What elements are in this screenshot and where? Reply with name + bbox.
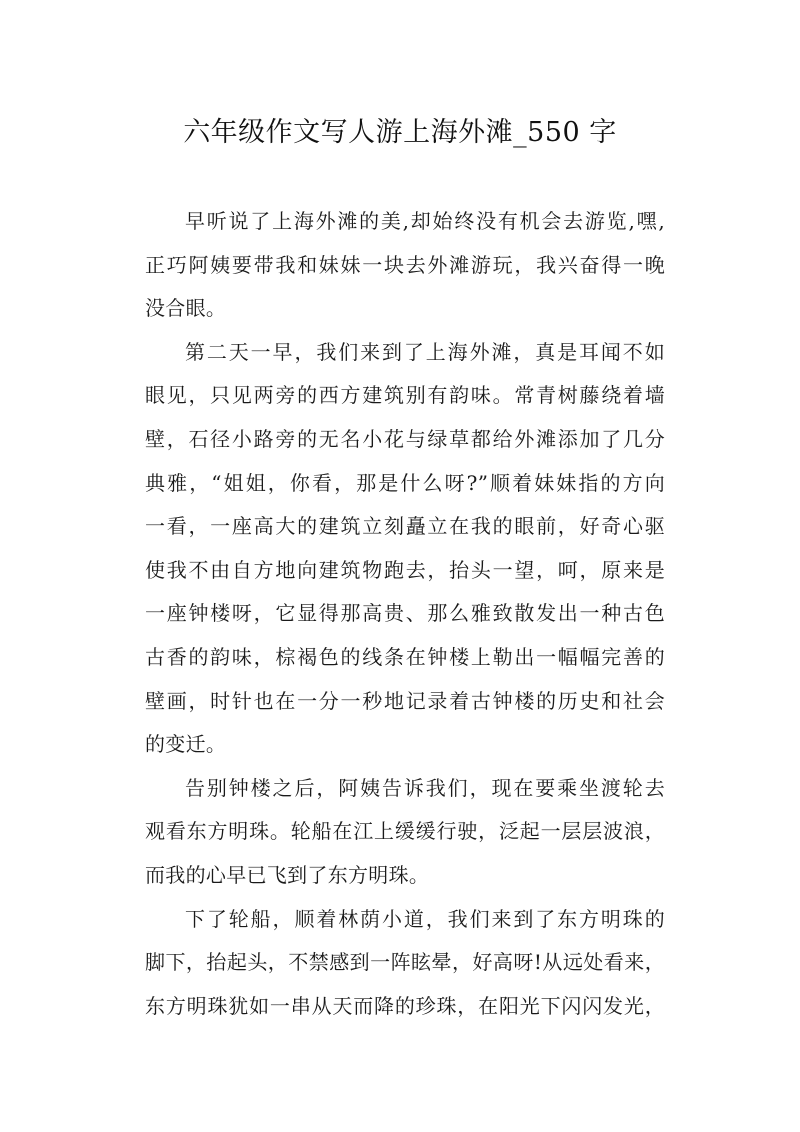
paragraph-2-line-6: 使我不由自方地向建筑物跑去，抬头一望，呵，原来是 bbox=[145, 557, 665, 582]
paragraph-2-line-3: 壁，石径小路旁的无名小花与绿草都给外滩添加了几分 bbox=[145, 426, 665, 451]
paragraph-2-line-4: 典雅，“姐姐，你看，那是什么呀?”顺着妹妹指的方向 bbox=[145, 470, 665, 495]
paragraph-1-line-2: 正巧阿姨要带我和妹妹一块去外滩游玩，我兴奋得一晚 bbox=[145, 252, 665, 277]
paragraph-4-line-2: 脚下，抬起头，不禁感到一阵眩晕，好高呀!从远处看来， bbox=[145, 950, 665, 975]
paragraph-3-line-2: 观看东方明珠。轮船在江上缓缓行驶，泛起一层层波浪， bbox=[145, 819, 665, 844]
paragraph-2-line-2: 眼见，只见两旁的西方建筑别有韵味。常青树藤绕着墙 bbox=[145, 383, 665, 408]
paragraph-3-line-1: 告别钟楼之后，阿姨告诉我们，现在要乘坐渡轮去 bbox=[185, 775, 665, 800]
paragraph-2-line-1: 第二天一早，我们来到了上海外滩，真是耳闻不如 bbox=[185, 339, 665, 364]
paragraph-2-line-8: 古香的韵味，棕褐色的线条在钟楼上勒出一幅幅完善的 bbox=[145, 644, 665, 669]
paragraph-2-line-9: 壁画，时针也在一分一秒地记录着古钟楼的历史和社会 bbox=[145, 688, 665, 713]
paragraph-1-line-1: 早听说了上海外滩的美,却始终没有机会去游览,嘿, bbox=[185, 209, 665, 233]
paragraph-2-line-7: 一座钟楼呀，它显得那高贵、那么雅致散发出一种古色 bbox=[145, 601, 665, 626]
paragraph-4-line-3: 东方明珠犹如一串从天而降的珍珠，在阳光下闪闪发光， bbox=[145, 993, 665, 1018]
paragraph-1-line-3: 没合眼。 bbox=[145, 296, 227, 321]
paragraph-2-line-5: 一看，一座高大的建筑立刻矗立在我的眼前，好奇心驱 bbox=[145, 514, 665, 539]
document-title: 六年级作文写人游上海外滩_550 字 bbox=[183, 117, 617, 148]
paragraph-3-line-3: 而我的心早已飞到了东方明珠。 bbox=[145, 862, 430, 887]
paragraph-4-line-1: 下了轮船，顺着林荫小道，我们来到了东方明珠的 bbox=[185, 906, 665, 931]
document-body bbox=[145, 200, 665, 1028]
paragraph-2-line-10: 的变迁。 bbox=[145, 732, 227, 757]
